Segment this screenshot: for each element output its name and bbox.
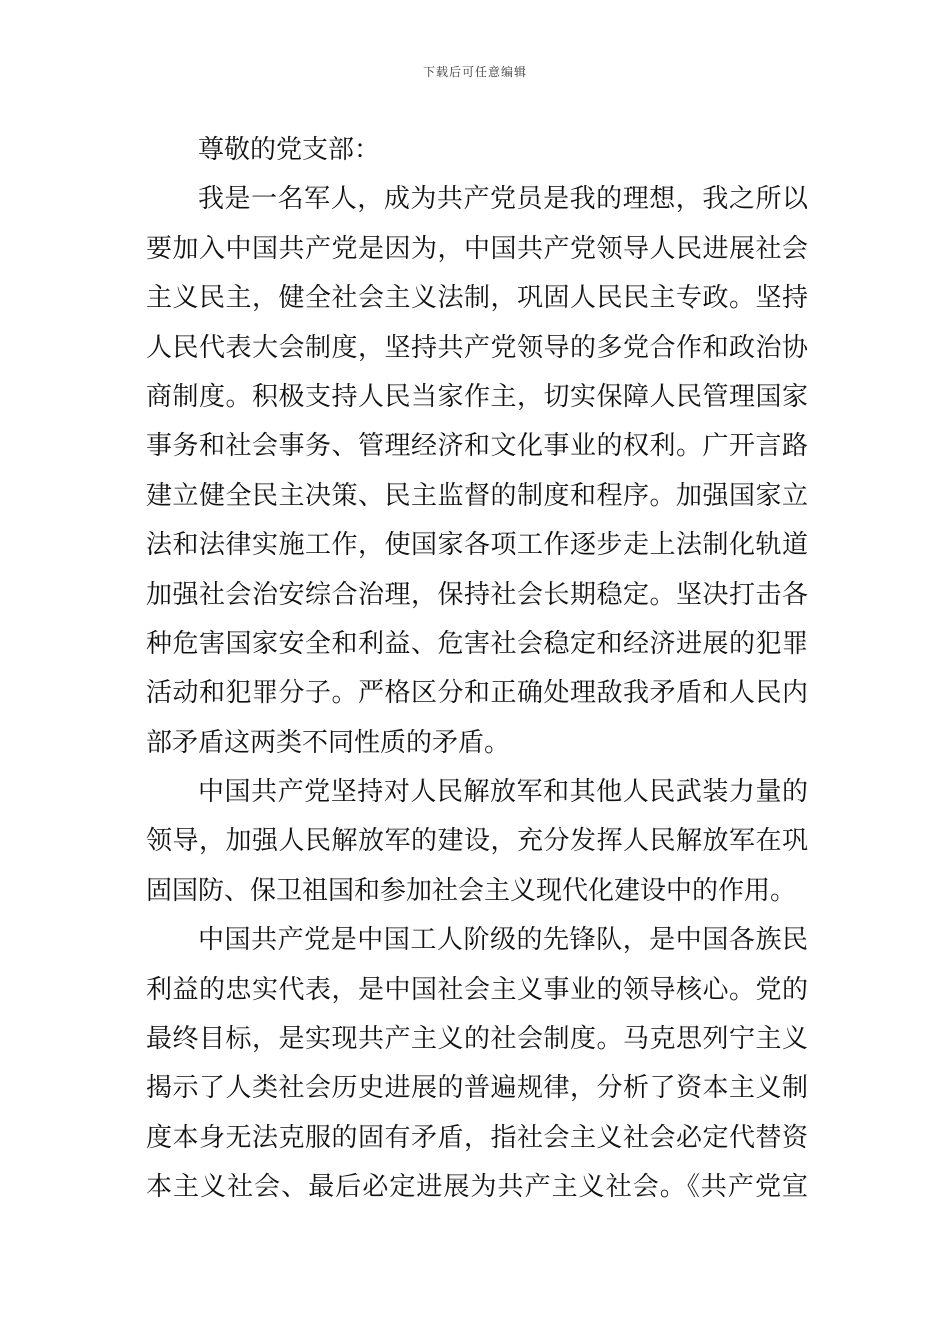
text-line: 本主义社会、最后必定进展为共产主义社会。《共产党宣 — [146, 1172, 808, 1203]
document-body — [146, 126, 808, 1213]
text-line: 利益的忠实代表，是中国社会主义事业的领导核心。党的 — [146, 974, 808, 1005]
text-line: 固国防、保卫祖国和参加社会主义现代化建设中的作用。 — [146, 875, 797, 906]
text-line: 建立健全民主决策、民主监督的制度和程序。加强国家立 — [146, 480, 808, 511]
text-line: 商制度。积极支持人民当家作主，切实保障人民管理国家 — [146, 381, 808, 412]
text-line: 加强社会治安综合治理，保持社会长期稳定。坚决打击各 — [146, 579, 808, 610]
text-line: 部矛盾这两类不同性质的矛盾。 — [146, 727, 511, 758]
text-line: 种危害国家安全和利益、危害社会稳定和经济进展的犯罪 — [146, 628, 808, 659]
text-line: 中国共产党坚持对人民解放军和其他人民武装力量的 — [198, 777, 808, 808]
text-line: 领导，加强人民解放军的建设，充分发挥人民解放军在巩 — [146, 826, 808, 857]
text-line: 我是一名军人，成为共产党员是我的理想，我之所以 — [198, 184, 808, 215]
text-line: 揭示了人类社会历史进展的普遍规律，分析了资本主义制 — [146, 1073, 808, 1104]
text-line: 度本身无法克服的固有矛盾，指社会主义社会必定代替资 — [146, 1122, 808, 1153]
text-line: 最终目标，是实现共产主义的社会制度。马克思列宁主义 — [146, 1024, 808, 1055]
text-line: 法和法律实施工作，使国家各项工作逐步走上法制化轨道 — [146, 530, 808, 561]
text-line: 中国共产党是中国工人阶级的先锋队，是中国各族民 — [198, 925, 808, 956]
text-line: 尊敬的党支部： — [198, 135, 381, 165]
text-line: 人民代表大会制度，坚持共产党领导的多党合作和政治协 — [146, 332, 808, 363]
page-header: 下载后可任意编辑 — [422, 65, 527, 79]
text-line: 事务和社会事务、管理经济和文化事业的权利。广开言路 — [146, 431, 808, 462]
text-line: 活动和犯罪分子。严格区分和正确处理敌我矛盾和人民内 — [146, 678, 808, 709]
text-line: 主义民主，健全社会主义法制，巩固人民民主专政。坚持 — [146, 283, 808, 314]
text-line: 要加入中国共产党是因为，中国共产党领导人民进展社会 — [146, 233, 808, 264]
